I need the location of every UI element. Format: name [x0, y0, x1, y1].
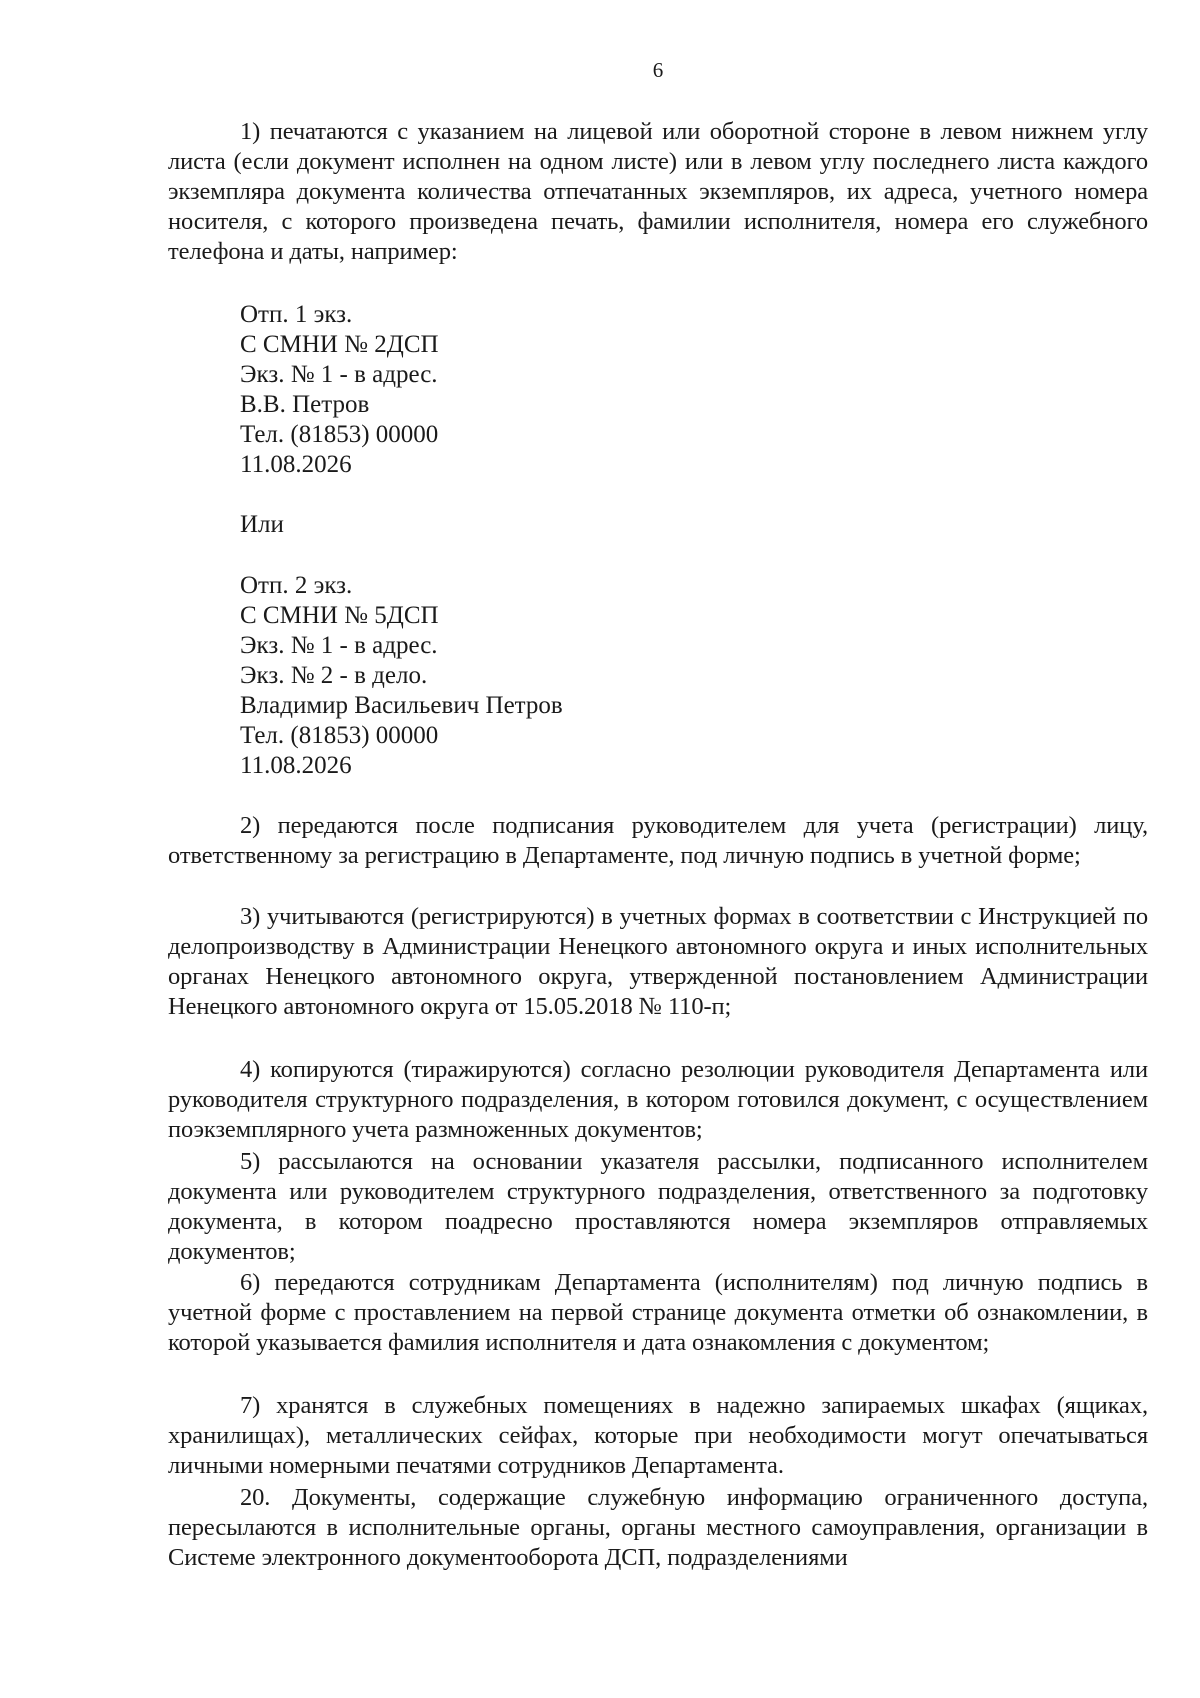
paragraph-section-20: 20. Документы, содержащие служебную информацию ограниченного доступа, пересылаются в исполнительные органы, органы местного самоуправления, организации в Системе электронного документооборота ДСП, подразделениями — [168, 1484, 1148, 1571]
example-1-executor-line: В.В. Петров — [240, 391, 370, 418]
paragraph-item-7: 7) хранятся в служебных помещениях в надежно запираемых шкафах (ящиках, хранилищах), металлических сейфах, которые при необходимости могут опечатываться личными номерными печатями сотрудников Департамента. — [168, 1392, 1148, 1479]
example-1-phone-line: Тел. (81853) 00000 — [240, 421, 439, 448]
example-2-copies-line: Отп. 2 экз. — [240, 572, 353, 599]
example-2-phone-line: Тел. (81853) 00000 — [240, 722, 439, 749]
paragraph-item-5: 5) рассылаются на основании указателя рассылки, подписанного исполнителем документа или руководителем структурного подразделения, ответственного за подготовку документа, в котором поадресно проставляются номера экземпляров отправляемых документов; — [168, 1148, 1148, 1265]
example-1-date-line: 11.08.2026 — [240, 451, 352, 478]
example-2-date-line: 11.08.2026 — [240, 752, 352, 779]
paragraph-item-2: 2) передаются после подписания руководителем для учета (регистрации) лицу, ответственному за регистрацию в Департаменте, под личную подпись в учетной форме; — [168, 812, 1148, 869]
example-block-2 — [240, 571, 940, 781]
or-separator: Или — [240, 511, 284, 538]
paragraph-item-1: 1) печатаются с указанием на лицевой или оборотной стороне в левом нижнем углу листа (если документ исполнен на одном листе) или в левом углу последнего листа каждого экземпляра документа количества отпечатанных экземпляров, их адреса, учетного номера носителя, с которого произведена печать, фамилии исполнителя, номера его служебного телефона и даты, например: — [168, 118, 1148, 265]
paragraph-item-3: 3) учитываются (регистрируются) в учетных формах в соответствии с Инструкцией по делопроизводству в Администрации Ненецкого автономного округа и иных исполнительных органах Ненецкого автономного округа, утвержденной постановлением Администрации Ненецкого автономного округа от 15.05.2018 № 110-п; — [168, 903, 1148, 1020]
example-2-copy-file-line: Экз. № 2 - в дело. — [240, 662, 428, 689]
example-1-media-line: С СМНИ № 2ДСП — [240, 331, 439, 358]
page-number: 6 — [652, 58, 664, 82]
example-2-executor-line: Владимир Васильевич Петров — [240, 692, 563, 719]
example-2-media-line: С СМНИ № 5ДСП — [240, 602, 439, 629]
example-1-copies-line: Отп. 1 экз. — [240, 301, 353, 328]
example-block-1 — [240, 300, 940, 480]
example-2-copy-address-line: Экз. № 1 - в адрес. — [240, 632, 438, 659]
document-page — [168, 0, 1148, 1698]
paragraph-item-4: 4) копируются (тиражируются) согласно резолюции руководителя Департамента или руководителя структурного подразделения, в котором готовился документ, с осуществлением поэкземплярного учета размноженных документов; — [168, 1056, 1148, 1143]
paragraph-item-6: 6) передаются сотрудникам Департамента (исполнителям) под личную подпись в учетной форме с проставлением на первой странице документа отметки об ознакомлении, в которой указывается фамилия исполнителя и дата ознакомления с документом; — [168, 1269, 1148, 1356]
example-1-copy-address-line: Экз. № 1 - в адрес. — [240, 361, 438, 388]
